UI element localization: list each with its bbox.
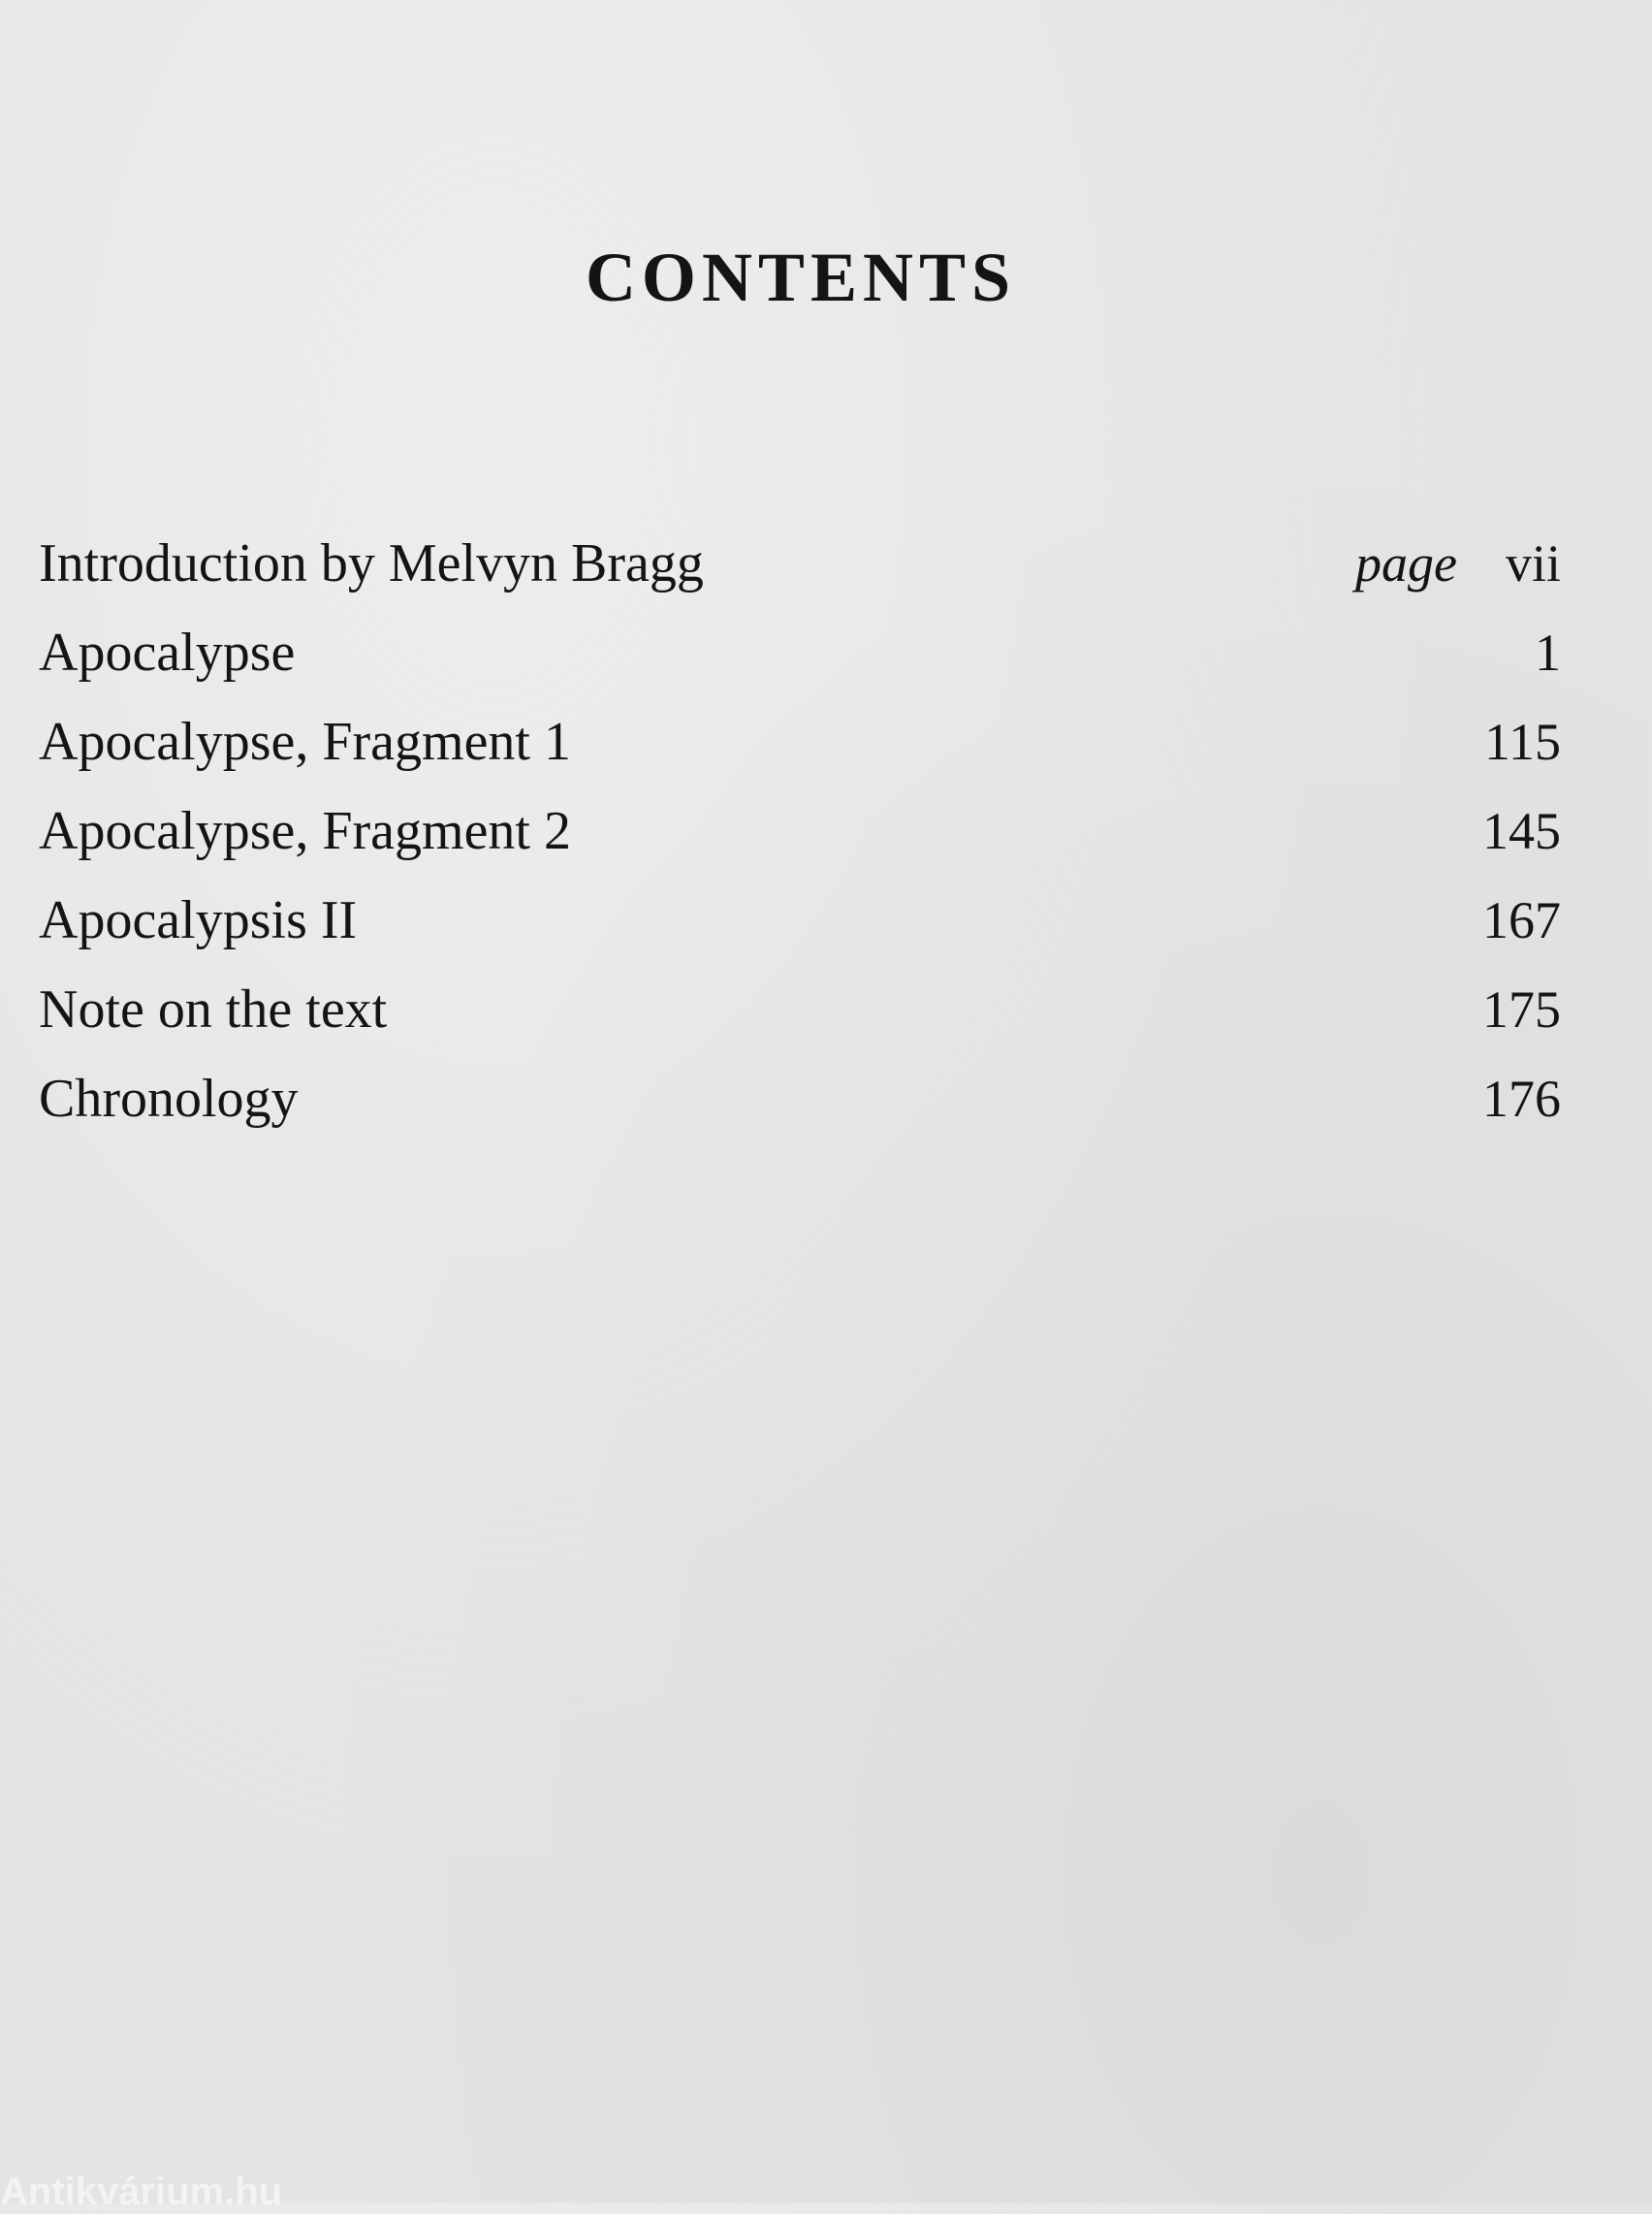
toc-entry-page	[1355, 519, 1561, 608]
toc-entry-title: Note on the text	[39, 979, 388, 1040]
toc-entry-fragment-2	[39, 786, 1561, 876]
toc-entry-title: Introduction by Melvyn Bragg	[39, 533, 704, 594]
toc-entry-fragment-1	[39, 697, 1561, 786]
toc-entry-introduction	[39, 519, 1561, 608]
toc-page-number: 1	[1535, 624, 1561, 682]
toc-page-number: 145	[1482, 802, 1561, 860]
watermark: Antikvárium.hu	[0, 2170, 283, 2213]
toc-page-number: 175	[1482, 980, 1561, 1039]
toc-entry-title: Apocalypsis II	[39, 890, 358, 950]
table-of-contents	[39, 519, 1561, 1143]
toc-entry-title: Apocalypse, Fragment 1	[39, 712, 571, 772]
contents-heading: CONTENTS	[585, 239, 1017, 316]
toc-page-number: 176	[1482, 1070, 1561, 1128]
toc-entry-apocalypse	[39, 608, 1561, 697]
page-label: page	[1355, 534, 1457, 593]
toc-entry-apocalypsis-ii	[39, 876, 1561, 965]
toc-entry-note-on-text	[39, 965, 1561, 1054]
toc-entry-title: Chronology	[39, 1069, 299, 1129]
toc-page-number: vii	[1505, 534, 1561, 593]
toc-entry-title: Apocalypse	[39, 623, 296, 683]
toc-page-number: 115	[1484, 713, 1561, 771]
toc-page-number: 167	[1482, 891, 1561, 949]
toc-entry-title: Apocalypse, Fragment 2	[39, 801, 571, 861]
toc-entry-chronology	[39, 1054, 1561, 1143]
